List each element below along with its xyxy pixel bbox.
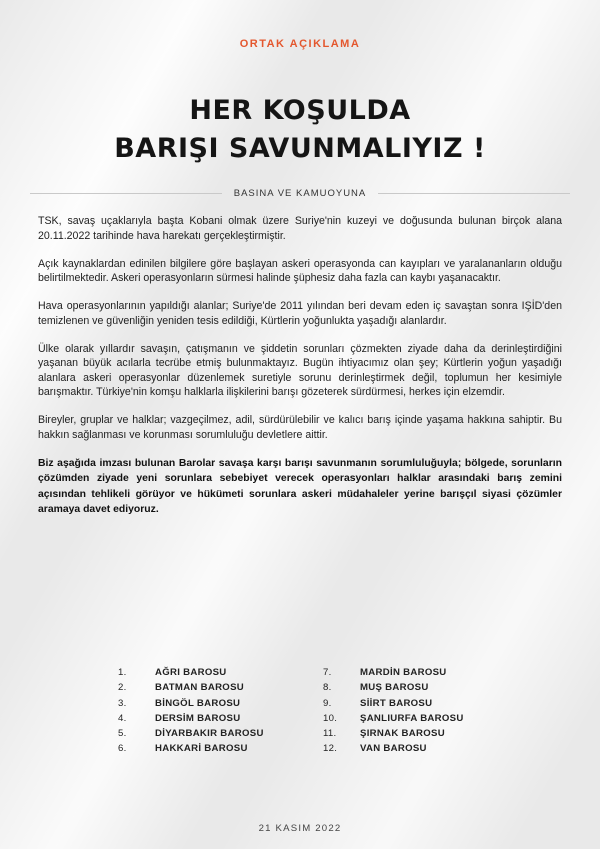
paragraph: Hava operasyonlarının yapıldığı alanlar; Suriye'de 2011 yılından beri devam eden iç savaştan sonra IŞİD'den temizlenen ve güvenliğin yeniden tesis edildiği, Kürtlerin yoğunlukta yaşadığı alanlardır. xyxy=(38,300,562,327)
signatory-item xyxy=(323,711,498,726)
paragraph: Ülke olarak yıllardır savaşın, çatışmanın ve şiddetin sorunları çözmekten ziyade daha da derinleştirdiğini yaşanan büyük acılarla tecrübe etmiş bulunmaktayız. Bugün ihtiyacımız olan şey; Kürtlerin yoğun yaşadığı alanlara askeri operasyonlar düzenlemek suretiyle sorunu derinleştirmek değil, toplumun her kesimiyle barışmaktır. Türkiye'nin komşu halklarla ilişkilerini barışı gözeterek sürdürmesi, herkes için elzemdir. xyxy=(38,342,562,398)
paragraph: TSK, savaş uçaklarıyla başta Kobani olmak üzere Suriye'nin kuzeyi ve doğusunda bulunan birçok alana 20.11.2022 tarihinde hava harekatı gerçekleştirmiştir. xyxy=(38,215,562,242)
signatory-item xyxy=(323,741,498,756)
divider-right xyxy=(378,193,570,194)
signatory-item xyxy=(323,665,498,680)
signatories-column-left xyxy=(118,665,293,757)
signatory-number: 11. xyxy=(323,728,337,740)
subtitle: BASINA VE KAMUOYUNA xyxy=(233,187,367,199)
signatory-name: ŞIRNAK BAROSU xyxy=(360,728,445,740)
signatory-name: MUŞ BAROSU xyxy=(360,682,429,694)
signatory-item xyxy=(118,741,293,756)
signatory-number: 6. xyxy=(118,743,127,755)
signatory-number: 2. xyxy=(118,682,127,694)
signatory-item xyxy=(323,696,498,711)
signatory-number: 3. xyxy=(118,697,127,709)
paragraph: Bireyler, gruplar ve halklar; vazgeçilmez, adil, sürdürülebilir ve kalıcı barış içinde yaşama hakkına sahiptir. Bu hakkın sağlanması ve korunması sorumluluğu devletlere aittir. xyxy=(38,414,562,441)
closing-paragraph: Biz aşağıda imzası bulunan Barolar savaşa karşı barışı savunmanın sorumluluğuyla; bölgede, sorunların çözümden ziyade yeni sorunlara sebebiyet verecek operasyonları halklar arasındaki barış zemini açısından tehlikeli görüyor ve hükümeti sorunlara askeri müdahaleler yerine barışçıl siyasi çözümler aramaya davet ediyoruz. xyxy=(38,457,562,515)
signatory-name: SİİRT BAROSU xyxy=(360,697,433,709)
signatory-number: 4. xyxy=(118,712,127,724)
signatory-item xyxy=(323,726,498,741)
signatory-item xyxy=(118,711,293,726)
signatory-name: BATMAN BAROSU xyxy=(155,682,244,694)
signatories-list xyxy=(118,665,498,757)
signatory-name: AĞRI BAROSU xyxy=(155,667,227,678)
header-label: ORTAK AÇIKLAMA xyxy=(239,38,361,50)
signatory-number: 5. xyxy=(118,728,127,740)
statement-date: 21 KASIM 2022 xyxy=(258,823,342,834)
title-line-1: HER KOŞULDA xyxy=(189,95,411,126)
signatory-number: 8. xyxy=(323,682,332,694)
signatory-name: MARDİN BAROSU xyxy=(360,667,447,678)
divider-left xyxy=(30,193,222,194)
signatory-name: DİYARBAKIR BAROSU xyxy=(155,728,264,740)
signatory-number: 9. xyxy=(323,697,332,709)
subtitle-divider xyxy=(30,186,570,200)
title-line-2: BARIŞI SAVUNMALIYIZ ! xyxy=(114,133,486,164)
signatory-number: 10. xyxy=(323,712,338,724)
signatory-item xyxy=(323,680,498,695)
paragraph: Açık kaynaklardan edinilen bilgilere göre başlayan askeri operasyonda can kayıpları ve yaralananların olduğu belirtilmektedir. Askeri operasyonların sürmesi halinde şüphesiz daha fazla can kaybı yaşanacaktır. xyxy=(38,257,562,284)
signatory-number: 7. xyxy=(323,667,332,678)
signatory-name: VAN BAROSU xyxy=(360,743,427,755)
signatories-column-right xyxy=(323,665,498,757)
signatory-name: ŞANLIURFA BAROSU xyxy=(360,712,464,724)
signatory-item xyxy=(118,680,293,695)
signatory-item xyxy=(118,726,293,741)
signatory-number: 12. xyxy=(323,743,338,755)
statement-body xyxy=(38,214,562,531)
signatory-name: HAKKARİ BAROSU xyxy=(155,743,248,755)
signatory-item xyxy=(118,665,293,680)
signatory-name: BİNGÖL BAROSU xyxy=(155,697,241,709)
signatory-name: DERSİM BAROSU xyxy=(155,712,241,724)
page-title xyxy=(0,92,600,168)
signatory-item xyxy=(118,696,293,711)
signatory-number: 1. xyxy=(118,667,127,678)
